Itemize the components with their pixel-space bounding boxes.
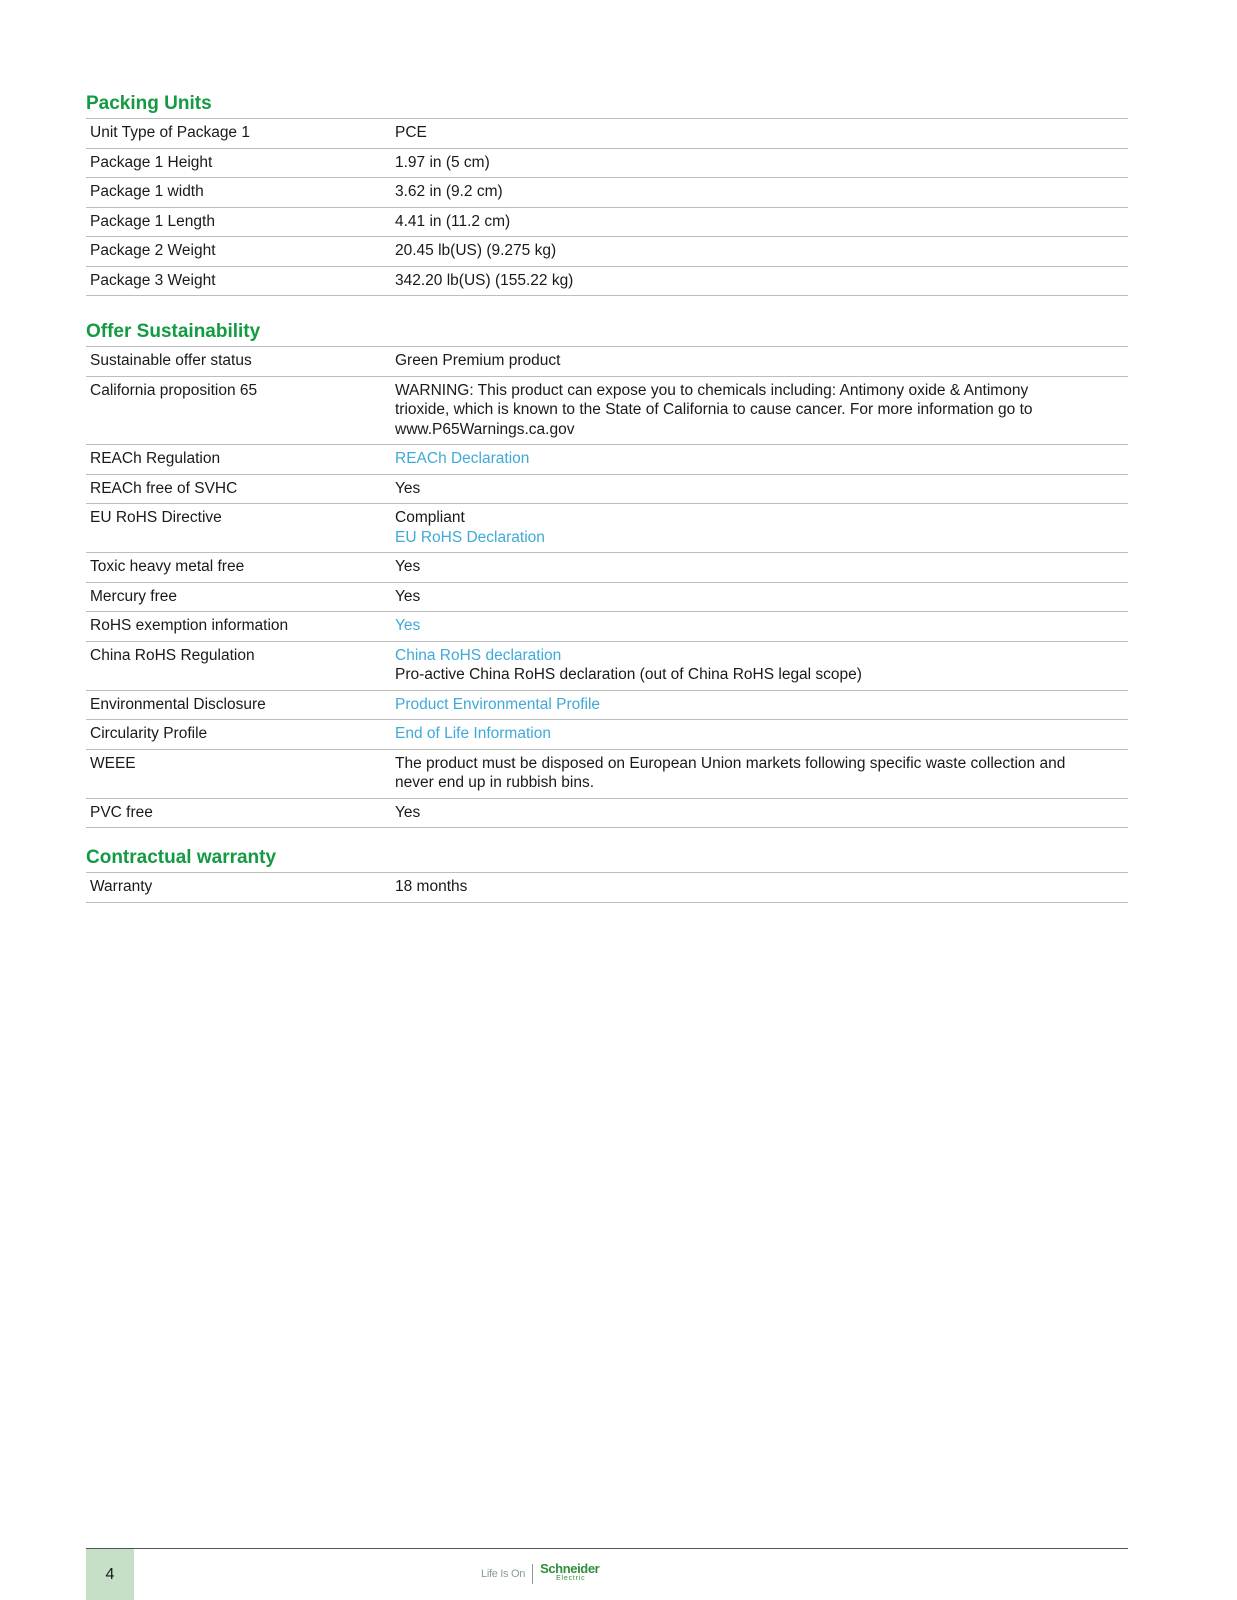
prop65-warning-line: www.P65Warnings.ca.gov [395,420,575,438]
row-value: 342.20 lb(US) (155.22 kg) [395,271,574,289]
table-row [86,691,1128,721]
row-label: REACh Regulation [90,450,221,467]
table-row [86,612,1128,642]
row-label: Package 2 Weight [90,242,216,259]
row-label: Package 3 Weight [90,271,216,289]
rohs-exemption-link[interactable]: Yes [395,617,421,634]
row-value [391,445,1128,474]
table-row [86,377,1128,446]
table-row [86,475,1128,505]
row-value [391,642,1128,690]
table-row [86,720,1128,750]
row-label: EU RoHS Directive [90,509,222,526]
row-value: 3.62 in (9.2 cm) [395,183,503,200]
row-value: Yes [395,558,421,575]
row-value [391,377,1128,445]
life-is-on-tagline: Life Is On [481,1568,526,1580]
row-value: Yes [395,587,421,605]
row-value: Yes [395,803,421,821]
table-row [86,583,1128,613]
page-number: 4 [86,1549,134,1600]
brand-sub: Electric [556,1575,586,1582]
row-value: 18 months [395,878,468,895]
table-row [86,504,1128,553]
prop65-warning-line: trioxide, which is known to the State of California to cause cancer. For more information go to [395,401,1033,418]
row-value: Yes [395,479,421,497]
table-row [86,208,1128,238]
row-label: Circularity Profile [90,725,208,742]
table-row [86,149,1128,179]
weee-text-line: never end up in rubbish bins. [395,774,595,791]
row-value [391,691,1128,720]
row-label: Package 1 Height [90,153,213,171]
row-value [391,750,1128,798]
row-label: REACh free of SVHC [90,479,238,497]
section-title: Packing Units [86,93,1128,119]
table-row [86,799,1128,829]
row-label: California proposition 65 [90,381,258,399]
row-label: Warranty [90,878,153,895]
contractual-warranty-section [86,847,1128,903]
table-row [86,178,1128,208]
section-title: Offer Sustainability [86,321,1128,347]
row-value: 1.97 in (5 cm) [395,153,490,171]
row-label: Package 1 Length [90,212,215,230]
offer-sustainability-section [86,321,1128,828]
brand-name: Schneider [540,1561,600,1576]
row-label: Mercury free [90,587,177,605]
row-value [391,612,1128,641]
packing-units-section [86,93,1128,296]
row-label: RoHS exemption information [90,617,289,634]
row-label: PVC free [90,803,153,821]
row-value: PCE [395,124,427,141]
row-label: WEEE [90,754,136,772]
eu-rohs-declaration-link[interactable]: EU RoHS Declaration [395,528,545,546]
china-rohs-declaration-link[interactable]: China RoHS declaration [395,646,562,664]
brand-wordmark [540,1561,600,1584]
logo-divider [532,1564,533,1584]
table-row [86,119,1128,149]
footer-divider [86,1548,1128,1549]
row-value [391,720,1128,749]
row-value: 4.41 in (11.2 cm) [395,212,511,230]
product-environmental-profile-link[interactable]: Product Environmental Profile [395,695,601,713]
table-row [86,445,1128,475]
section-title: Contractual warranty [86,847,1128,873]
table-row [86,237,1128,267]
row-value: 20.45 lb(US) (9.275 kg) [395,242,557,259]
row-value: Green Premium product [395,352,561,369]
row-label: Unit Type of Package 1 [90,124,250,141]
table-row [86,267,1128,297]
end-of-life-information-link[interactable]: End of Life Information [395,725,551,742]
table-row [86,873,1128,903]
reach-declaration-link[interactable]: REACh Declaration [395,450,530,467]
row-label: China RoHS Regulation [90,646,255,664]
table-row [86,750,1128,799]
table-row [86,642,1128,691]
weee-text-line: The product must be disposed on European Union markets following specific waste collection and [395,754,1066,772]
table-row [86,347,1128,377]
row-label: Environmental Disclosure [90,695,266,713]
china-rohs-note: Pro-active China RoHS declaration (out of China RoHS legal scope) [395,666,862,683]
table-row [86,553,1128,583]
schneider-logo [481,1562,599,1586]
prop65-warning-line: WARNING: This product can expose you to chemicals including: Antimony oxide & Antimony [395,381,1029,399]
row-label: Sustainable offer status [90,352,252,369]
rohs-status: Compliant [395,509,465,526]
row-value [391,504,1128,552]
row-label: Toxic heavy metal free [90,558,245,575]
row-label: Package 1 width [90,183,204,200]
